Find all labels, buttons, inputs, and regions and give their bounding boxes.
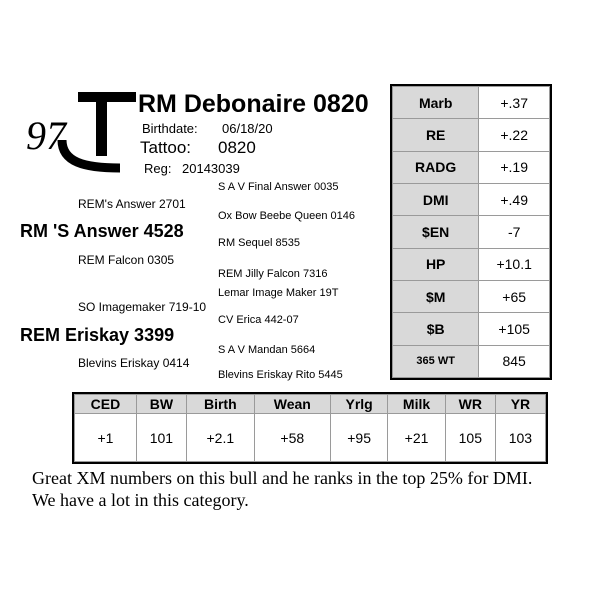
lot-number: 97 bbox=[26, 113, 66, 158]
bull-name: RM Debonaire 0820 bbox=[138, 90, 369, 118]
epd-value: +.19 bbox=[479, 151, 550, 183]
reg-value: 20143039 bbox=[182, 161, 240, 176]
table-row bbox=[393, 280, 550, 312]
epd-label: DMI bbox=[393, 183, 479, 215]
table-cell: +95 bbox=[330, 414, 387, 462]
tattoo-value: 0820 bbox=[218, 138, 256, 157]
column-header: WR bbox=[445, 395, 495, 414]
epd-value: +.22 bbox=[479, 119, 550, 151]
table-cell: +21 bbox=[388, 414, 445, 462]
pedigree-dam-sire-dam: CV Erica 442-07 bbox=[218, 314, 299, 326]
epd-value: +65 bbox=[479, 280, 550, 312]
epd-label: $EN bbox=[393, 216, 479, 248]
pedigree-dam: REM Eriskay 3399 bbox=[20, 325, 175, 345]
pedigree-sire-sire-sire: S A V Final Answer 0035 bbox=[218, 181, 339, 193]
column-header: Birth bbox=[186, 395, 254, 414]
column-header: Yrlg bbox=[330, 395, 387, 414]
pedigree-sire-sire: REM's Answer 2701 bbox=[78, 197, 186, 211]
epd-label: HP bbox=[393, 248, 479, 280]
epd-label: $M bbox=[393, 280, 479, 312]
epd-label: 365 WT bbox=[393, 345, 479, 377]
table-cell: 103 bbox=[495, 414, 545, 462]
epd-value: 845 bbox=[479, 345, 550, 377]
birthdate-label: Birthdate: bbox=[142, 121, 198, 136]
column-header: BW bbox=[136, 395, 186, 414]
column-header: CED bbox=[75, 395, 137, 414]
pedigree-dam-dam-sire: S A V Mandan 5664 bbox=[218, 344, 316, 356]
table-row bbox=[75, 414, 546, 462]
epd-value: -7 bbox=[479, 216, 550, 248]
epd-value: +.49 bbox=[479, 183, 550, 215]
reg-label: Reg: bbox=[144, 161, 172, 176]
table-row bbox=[393, 183, 550, 215]
table-row bbox=[393, 87, 550, 119]
table-row bbox=[393, 248, 550, 280]
table-cell: 105 bbox=[445, 414, 495, 462]
table-cell: +58 bbox=[254, 414, 330, 462]
epd-label: RE bbox=[393, 119, 479, 151]
pedigree-dam-dam: Blevins Eriskay 0414 bbox=[78, 356, 190, 370]
pedigree-sire-dam: REM Falcon 0305 bbox=[78, 253, 175, 267]
epd-label: RADG bbox=[393, 151, 479, 183]
table-header-row bbox=[75, 395, 546, 414]
table-row bbox=[393, 216, 550, 248]
epd-bottom-table bbox=[72, 392, 548, 464]
table-cell: +1 bbox=[75, 414, 137, 462]
birthdate-value: 06/18/20 bbox=[222, 121, 273, 136]
column-header: Milk bbox=[388, 395, 445, 414]
table-row bbox=[393, 119, 550, 151]
pedigree-sire-sire-dam: Ox Bow Beebe Queen 0146 bbox=[218, 210, 355, 222]
epd-value: +.37 bbox=[479, 87, 550, 119]
table-row bbox=[393, 345, 550, 377]
column-header: YR bbox=[495, 395, 545, 414]
epd-label: $B bbox=[393, 313, 479, 345]
pedigree-dam-sire: SO Imagemaker 719-10 bbox=[78, 300, 207, 314]
pedigree-sire: RM 'S Answer 4528 bbox=[20, 221, 184, 241]
table-row bbox=[393, 313, 550, 345]
tattoo-label: Tattoo: bbox=[140, 138, 192, 157]
epd-label: Marb bbox=[393, 87, 479, 119]
comment-text: Great XM numbers on this bull and he ranks in the top 25% for DMI. We have a lot in this category. bbox=[32, 468, 533, 510]
epd-side-table bbox=[390, 84, 552, 380]
pedigree-sire-dam-dam: REM Jilly Falcon 7316 bbox=[218, 268, 328, 280]
table-cell: 101 bbox=[136, 414, 186, 462]
pedigree-sire-dam-sire: RM Sequel 8535 bbox=[218, 237, 300, 249]
pedigree-dam-dam-dam: Blevins Eriskay Rito 5445 bbox=[218, 369, 343, 381]
epd-value: +105 bbox=[479, 313, 550, 345]
pedigree-dam-sire-sire: Lemar Image Maker 19T bbox=[218, 287, 339, 299]
epd-value: +10.1 bbox=[479, 248, 550, 280]
table-cell: +2.1 bbox=[186, 414, 254, 462]
table-row bbox=[393, 151, 550, 183]
column-header: Wean bbox=[254, 395, 330, 414]
